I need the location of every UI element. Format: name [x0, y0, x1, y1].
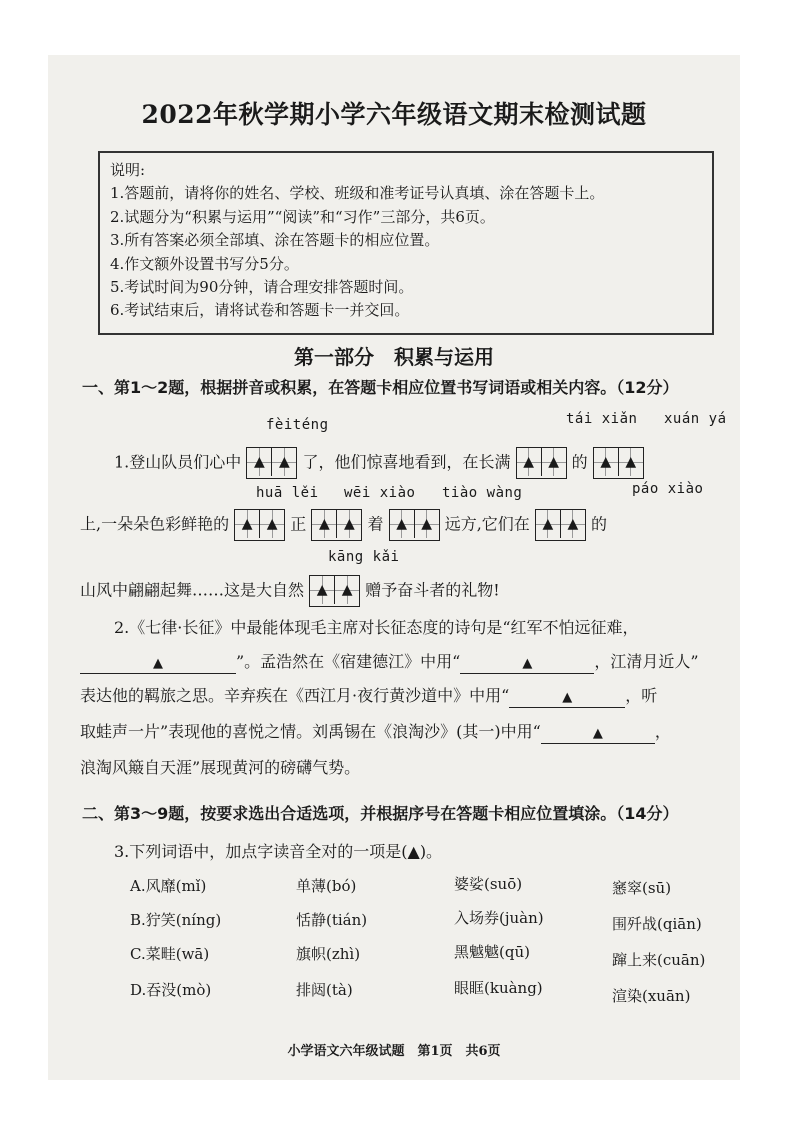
answer-boxes[interactable]: ▲ ▲ — [389, 509, 440, 541]
option-b[interactable]: B.狞笑(níng) — [130, 911, 222, 929]
option-c-word4: 蹿上来(cuān) — [612, 951, 706, 969]
answer-boxes[interactable]: ▲ ▲ — [535, 509, 586, 541]
pinyin-label: fèiténg — [266, 417, 329, 433]
option-d-word2: 排闼(tà) — [296, 981, 353, 999]
q2-line5: 浪淘风簸自天涯”展现黄河的磅礴气势。 — [80, 758, 361, 777]
option-a-word4: 窸窣(sū) — [612, 879, 672, 897]
instruction-item: 3.所有答案必须全部填、涂在答题卡的相应位置。 — [110, 231, 440, 250]
option-b-word2: 恬静(tián) — [296, 911, 368, 929]
option-c-word3: 黑魆魆(qū) — [454, 943, 530, 961]
exam-title: 2022年秋学期小学六年级语文期末检测试题 — [141, 100, 647, 129]
option-c[interactable]: C.菜畦(wā) — [130, 945, 210, 963]
pinyin-label: huā lěi — [256, 485, 319, 501]
pinyin-label: wēi xiào — [344, 485, 416, 501]
pinyin-label: tái xiǎn — [566, 411, 638, 427]
option-a[interactable]: A.风靡(mǐ) — [130, 877, 207, 895]
q2-line1: 2.《七律·长征》中最能体现毛主席对长征态度的诗句是“红军不怕远征难， — [114, 618, 639, 637]
instructions-box — [98, 151, 714, 335]
exam-paper — [48, 55, 740, 1080]
q2-line3: 表达他的羁旅之思。辛弃疾在《西江月·夜行黄沙道中》中用“ ▲ ，听 — [80, 683, 657, 708]
instruction-item: 4.作文额外设置书写分5分。 — [110, 254, 299, 273]
option-c-word2: 旗帜(zhì) — [296, 945, 361, 963]
section-heading: 一、第1～2题，根据拼音或积累，在答题卡相应位置书写词语或相关内容。（12分） — [82, 378, 679, 397]
question-stem: 3.下列词语中，加点字读音全对的一项是(▲)。 — [114, 842, 443, 861]
instruction-item: 1.答题前，请将你的姓名、学校、班级和准考证号认真填、涂在答题卡上。 — [110, 184, 605, 203]
answer-boxes[interactable]: ▲ ▲ — [309, 575, 360, 607]
answer-boxes[interactable]: ▲ ▲ — [311, 509, 362, 541]
answer-boxes[interactable]: ▲ ▲ — [234, 509, 285, 541]
pinyin-label: kāng kǎi — [328, 549, 400, 565]
instruction-item: 5.考试时间为90分钟，请合理安排答题时间。 — [110, 278, 414, 297]
answer-boxes[interactable]: ▲ ▲ — [246, 447, 297, 479]
pinyin-label: tiào wàng — [442, 485, 523, 501]
q2-line4: 取蛙声一片”表现他的喜悦之情。刘禹锡在《浪淘沙》(其一)中用“ ▲ ， — [80, 719, 671, 744]
option-a-word3: 婆娑(suō) — [454, 875, 523, 893]
option-d-word3: 眼眶(kuàng) — [454, 979, 543, 997]
fill-blank[interactable]: ▲ — [509, 689, 625, 708]
pinyin-label: xuán yá — [664, 411, 727, 427]
fill-blank[interactable]: ▲ — [460, 655, 594, 674]
section-heading: 二、第3～9题，按要求选出合适选项，并根据序号在答题卡相应位置填涂。（14分） — [82, 804, 679, 823]
answer-boxes[interactable]: ▲ ▲ — [593, 447, 644, 479]
part-title: 第一部分 积累与运用 — [294, 345, 494, 369]
instruction-item: 2.试题分为“积累与运用”“阅读”和“习作”三部分，共6页。 — [110, 207, 495, 226]
instruction-item: 6.考试结束后，请将试卷和答题卡一并交回。 — [110, 301, 410, 320]
option-d-word4: 渲染(xuān) — [612, 987, 691, 1005]
fill-blank[interactable]: ▲ — [80, 655, 236, 674]
answer-boxes[interactable]: ▲ ▲ — [516, 447, 567, 479]
page-footer: 小学语文六年级试题 第1页 共6页 — [287, 1044, 501, 1059]
option-d[interactable]: D.吞没(mò) — [130, 981, 212, 999]
instructions-heading: 说明: — [110, 161, 146, 179]
q1-line3: 山风中翩翩起舞……这是大自然 ▲ ▲ 赠予奋斗者的礼物! — [80, 575, 500, 607]
option-b-word4: 围歼战(qiān) — [612, 915, 702, 933]
q2-line2: ▲ ”。孟浩然在《宿建德江》中用“ ▲ ，江清月近人” — [80, 649, 699, 674]
fill-blank[interactable]: ▲ — [541, 725, 655, 744]
pinyin-label: páo xiào — [632, 481, 704, 497]
q1-line2: 上,一朵朵色彩鲜艳的 ▲ ▲ 正 ▲ ▲ 着 ▲ ▲ 远方,它们在 ▲ ▲ 的 — [80, 509, 607, 541]
option-b-word3: 入场券(juàn) — [454, 909, 544, 927]
option-a-word2: 单薄(bó) — [296, 877, 357, 895]
q1-line1: 1.登山队员们心中 ▲ ▲ 了，他们惊喜地看到，在长满 ▲ ▲ 的 ▲ ▲ — [114, 447, 644, 479]
